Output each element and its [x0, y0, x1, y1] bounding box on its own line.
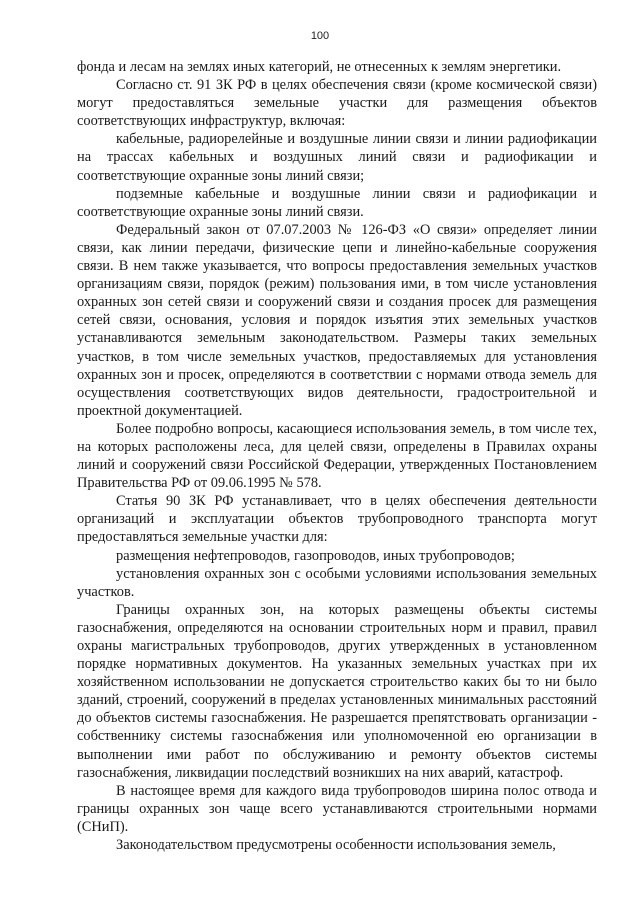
- paragraph-list-item-cable-lines: кабельные, радиорелейные и воздушные линии связи и линии радиофикации на трассах кабельных и воздушных линий связи и радиофикации и соответствующие охранные зоны линий связи;: [77, 131, 597, 184]
- paragraph-article-90: Статья 90 ЗК РФ устанавливает, что в целях обеспечения деятельности организаций и эксплуатации объектов трубопроводного транспорта могут предоставляться земельные участки для:: [77, 493, 597, 546]
- paragraph-gas-supply-zones: Границы охранных зон, на которых размещены объекты системы газоснабжения, определяются на основании строительных норм и правил, правил охраны магистральных трубопроводов, других утвержденных в установленном порядке нормативных документов. На указанных земельных участках при их хозяйственном использовании не допускается строительство каких бы то ни было зданий, строений, сооружений в пределах установленных минимальных расстояний до объектов системы газоснабжения. Не разрешается препятствовать организации - собственнику системы газоснабжения или уполномоченной ею организации в выполнении ими работ по обслуживанию и ремонту объектов системы газоснабжения, ликвидации последствий возникших на них аварий, катастроф.: [77, 601, 597, 781]
- document-body: [77, 58, 597, 854]
- paragraph-continuation: фонда и лесам на землях иных категорий, не отнесенных к землям энергетики.: [77, 59, 562, 75]
- paragraph-list-item-underground-lines: подземные кабельные и воздушные линии связи и радиофикации и соответствующие охранные зоны линий связи.: [77, 185, 597, 220]
- paragraph-communication-rules: Более подробно вопросы, касающиеся использования земель, в том числе тех, на которых расположены леса, для целей связи, определены в Правилах охраны линий и сооружений связи Российской Федерации, утвержденных Постановлением Правительства РФ от 09.06.1995 № 578.: [77, 420, 597, 492]
- paragraph-list-item-pipelines: размещения нефтепроводов, газопроводов, иных трубопроводов;: [116, 547, 515, 564]
- page-number: 100: [310, 30, 330, 42]
- paragraph-article-91: Согласно ст. 91 ЗК РФ в целях обеспечения связи (кроме космической связи) могут предоставляться земельные участки для размещения объектов соответствующих инфраструктур, включая:: [77, 77, 597, 130]
- paragraph-list-item-protection-zones: установления охранных зон с особыми условиями использования земельных участков.: [77, 565, 597, 600]
- paragraph-legislation-features: Законодательством предусмотрены особенности использования земель,: [116, 837, 556, 854]
- paragraph-federal-law-126: Федеральный закон от 07.07.2003 № 126-ФЗ «О связи» определяет линии связи, как линии передачи, физические цепи и линейно-кабельные сооружения связи. В нем также указывается, что вопросы предоставления земельных участков организациям связи, порядок (режим) пользования ими, в том числе установления охранных зон сетей связи и сооружений связи и создания просек для размещения сетей связи, основания, условия и порядок изъятия этих земельных участков устанавливаются земельным законодательством. Размеры таких земельных участков, в том числе земельных участков, предоставляемых для установления охранных зон и просек, определяются в соответствии с нормами отвода земель для осуществления соответствующих видов деятельности, градостроительной и проектной документацией.: [77, 221, 597, 419]
- paragraph-snip-norms: В настоящее время для каждого вида трубопроводов ширина полос отвода и границы охранных зон чаще всего устанавливаются строительными нормами (СНиП).: [77, 782, 597, 835]
